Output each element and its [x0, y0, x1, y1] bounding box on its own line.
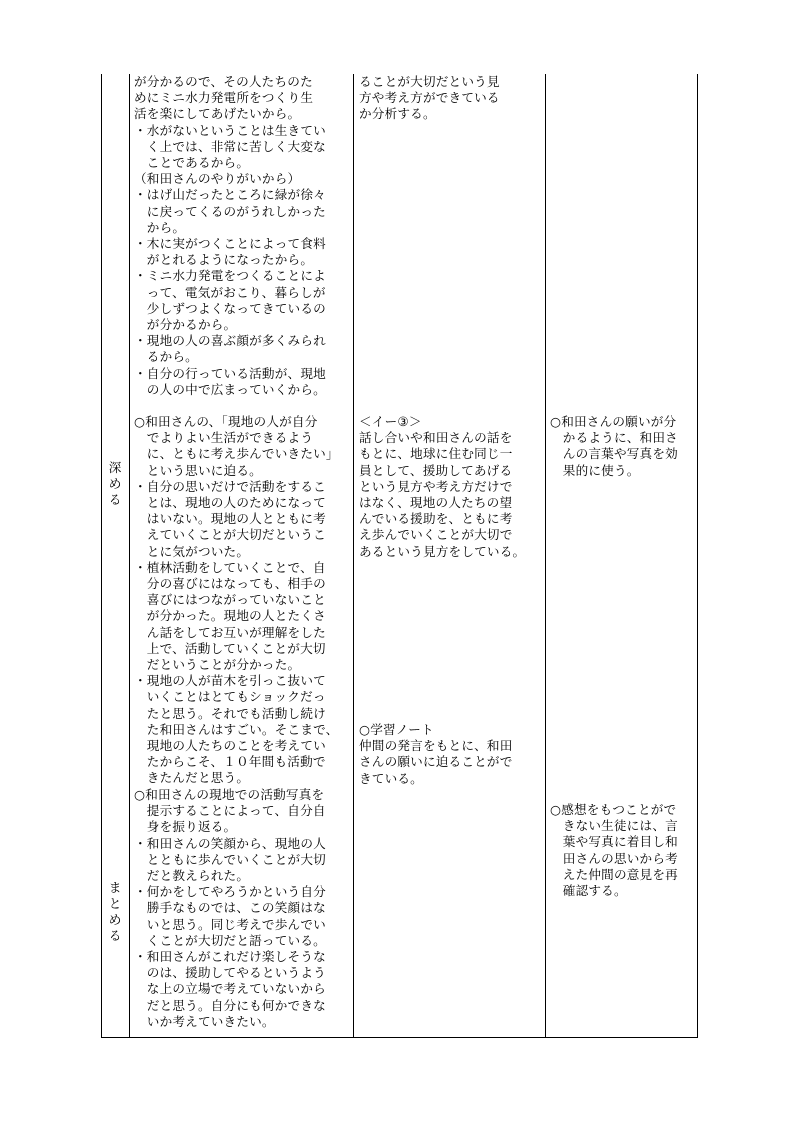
text-line: いか考えていきたい。 [134, 1013, 275, 1029]
text-line: いと思う。同じ考えで歩んでい [134, 916, 326, 932]
text-line: ○感想をもつことがで [550, 802, 677, 817]
text-line: 確認する。 [550, 883, 627, 899]
text-line: が分かった。現地の人とたくさ [134, 608, 326, 624]
text-line: ・現地の人が苗木を引っこ抜いて [134, 673, 326, 689]
text-line: たと思う。それでも活動し続け [134, 705, 326, 721]
text-line: めにミニ水力発電所をつくり生 [134, 90, 314, 106]
text-line: かるように、和田さ [550, 430, 678, 446]
text-line: な上の立場で考えていないから [134, 981, 326, 997]
text-line: 勝手なものでは、この笑顔はな [134, 900, 326, 916]
text-line: ん話をしてお互いが理解をした [134, 624, 326, 640]
text-line: ることが大切だという見 [359, 74, 500, 89]
text-line: 活を楽にしてあげたいから。 [134, 106, 301, 122]
text-line: ○和田さんの願いが分 [550, 414, 677, 429]
evaluation-text-note [359, 722, 513, 787]
text-line: の人の中で広まっていくから。 [134, 381, 326, 397]
text-line: ・水がないということは生きてい [134, 122, 326, 138]
evaluation-text-fukameru [359, 414, 525, 560]
text-line: 少しずつよくなってきているの [134, 300, 326, 316]
text-line: だということが分かった。 [134, 657, 301, 673]
text-line: ○和田さんの、「現地の人が自分 [134, 414, 318, 429]
text-line: ことであるから。 [134, 155, 250, 171]
text-line: 仲間の発言をもとに、和田 [359, 738, 513, 754]
text-line: ○学習ノート [359, 722, 434, 737]
text-line: ・自分の行っている活動が、現地 [134, 365, 326, 381]
text-line: （和田さんのやりがいから） [134, 171, 301, 187]
text-line: ・何かをしてやろうかという自分 [134, 884, 326, 900]
text-line: んでいる援助を、ともに考 [359, 511, 513, 527]
text-line: えた仲間の意見を再 [550, 866, 678, 882]
text-line: 員として、援助してあげる [359, 462, 513, 478]
table-border-right [697, 74, 698, 1038]
evaluation-text-top [359, 74, 500, 123]
text-line: く上では、非常に苦しく大変な [134, 138, 326, 154]
stage-char: 深 [108, 460, 122, 475]
text-line: とともに歩んでいくことが大切 [134, 851, 326, 867]
text-line: って、電気がおこり、暮らしが [134, 284, 326, 300]
text-line: た和田さんはすごい。そこまで、 [134, 721, 339, 737]
text-line: か分析する。 [359, 106, 436, 122]
text-line: ＜イー③＞ [359, 414, 422, 429]
text-line: ・はげ山だったところに緑が徐々 [134, 187, 326, 203]
text-line: 提示することによって、自分自 [134, 803, 326, 819]
text-line: ・和田さんがこれだけ楽しそうな [134, 949, 326, 965]
support-text-matomeru [550, 802, 678, 899]
stage-char: る [108, 928, 122, 943]
text-line: でよりよい生活ができるよう [134, 430, 314, 446]
text-line: のは、援助してやるというよう [134, 965, 326, 981]
text-line: という見方や考え方だけで [359, 478, 513, 494]
table-border-bottom [101, 1037, 698, 1038]
text-line: だと教えられた。 [134, 868, 250, 884]
text-line: 現地の人たちのことを考えてい [134, 738, 326, 754]
text-line: から。 [134, 219, 186, 235]
text-line: 分の喜びにはなっても、相手の [134, 576, 326, 592]
text-line: たからこそ、１０年間も活動で [134, 754, 326, 770]
text-line: ・植林活動をしていくことで、自 [134, 559, 326, 575]
text-line: 方や考え方ができている [359, 90, 500, 106]
text-line: はいない。現地の人とともに考 [134, 511, 326, 527]
text-line: えていくことが大切だというこ [134, 527, 326, 543]
activity-text-fukameru [134, 414, 339, 787]
stage-char: と [108, 896, 122, 911]
text-line: が分かるから。 [134, 317, 237, 333]
text-line: え歩んでいくことが大切で [359, 527, 513, 543]
column-divider-stage [129, 74, 130, 1038]
text-line: とは、現地の人のためになって [134, 495, 326, 511]
text-line: だと思う。自分にも何かできな [134, 997, 326, 1013]
stage-label-matomeru [104, 880, 126, 944]
text-line: んの言葉や写真を効 [550, 446, 678, 462]
text-line: ・自分の思いだけで活動をするこ [134, 478, 326, 494]
text-line: 話し合いや和田さんの話を [359, 430, 513, 446]
text-line: いくことはとてもショックだっ [134, 689, 326, 705]
activity-text-top [134, 74, 326, 398]
text-line: が分かるので、その人たちのた [134, 74, 313, 89]
stage-char: ま [108, 880, 122, 895]
text-line: くことが大切だと語っている。 [134, 932, 326, 948]
text-line: 身を振り返る。 [134, 819, 237, 835]
text-line: 田さんの思いから考 [550, 850, 678, 866]
text-line: 喜びにはつながっていないこと [134, 592, 326, 608]
table-border-left [101, 74, 102, 1038]
text-line: ・木に実がつくことによって食料 [134, 236, 326, 252]
stage-char: め [108, 912, 122, 927]
text-line: 果的に使う。 [550, 462, 640, 478]
text-line: がとれるようになったから。 [134, 252, 314, 268]
text-line: ○和田さんの現地での活動写真を [134, 787, 325, 802]
text-line: ・和田さんの笑顔から、現地の人 [134, 835, 326, 851]
text-line: ・ミニ水力発電をつくることによ [134, 268, 326, 284]
stage-char: め [108, 476, 122, 491]
text-line: あるという見方をしている。 [359, 543, 526, 559]
text-line: 葉や写真に着目し和 [550, 834, 678, 850]
activity-text-matomeru [134, 787, 326, 1030]
text-line: という思いに迫る。 [134, 462, 262, 478]
text-line: とに気がついた。 [134, 543, 250, 559]
text-line: に、ともに考え歩んでいきたい」 [134, 446, 339, 462]
text-line: 上で、活動していくことが大切 [134, 640, 326, 656]
support-text-fukameru [550, 414, 678, 479]
text-line: きない生徒には、言 [550, 818, 678, 834]
text-line: もとに、地球に住む同じ一 [359, 446, 513, 462]
text-line: ・現地の人の喜ぶ顔が多くみられ [134, 333, 326, 349]
stage-char: る [108, 492, 122, 507]
stage-label-fukameru [104, 460, 126, 508]
text-line: きている。 [359, 770, 423, 786]
text-line: はなく、現地の人たちの望 [359, 495, 513, 511]
text-line: に戻ってくるのがうれしかった [134, 203, 326, 219]
column-divider-activity [353, 74, 354, 1038]
column-divider-evaluation [545, 74, 546, 1038]
text-line: きたんだと思う。 [134, 770, 250, 786]
text-line: るから。 [134, 349, 198, 365]
text-line: さんの願いに迫ることがで [359, 754, 513, 770]
